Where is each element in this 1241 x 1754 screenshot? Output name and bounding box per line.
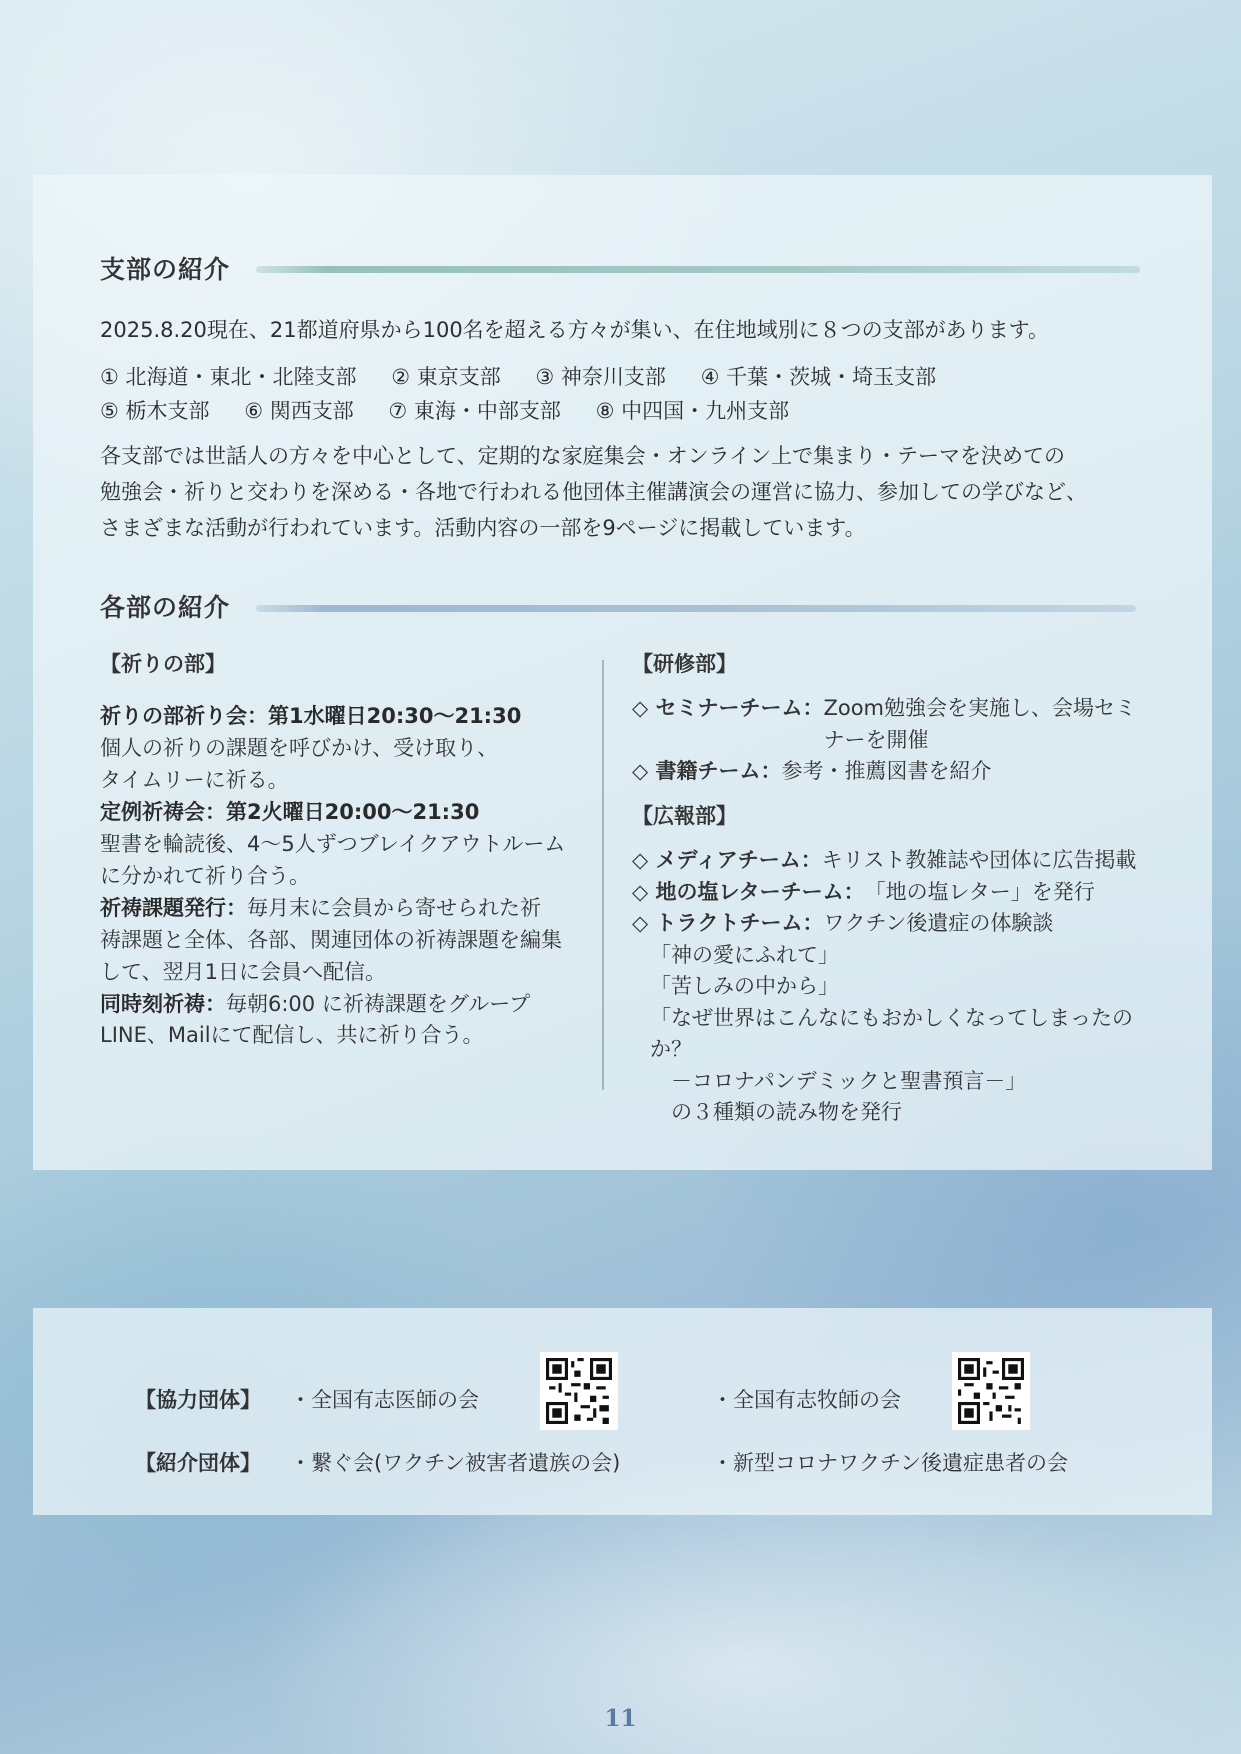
prayer-item-body: に分かれて祈り合う。 (100, 863, 310, 888)
tract-note: の３種類の読み物を発行 (650, 1100, 902, 1125)
branch-list-row-1 (100, 361, 964, 391)
branch-item: ② 東京支部 (391, 365, 501, 389)
prayer-item-inline: 毎月末に会員から寄せられた祈 (247, 895, 541, 920)
team-desc: Zoom勉強会を実施し、会場セミナーを開催 (823, 696, 1137, 752)
branches-activities-line-1: 各支部では世話人の方々を中心として、定期的な家庭集会・オンライン上で集まり・テーマを決めての (100, 444, 1065, 468)
qr-code-icon[interactable] (952, 1352, 1030, 1430)
team-desc: 参考・推薦図書を紹介 (781, 759, 992, 784)
departments-title-rule (256, 605, 1136, 612)
pr-team (632, 877, 1152, 909)
pr-team (632, 845, 1152, 877)
prayer-item-first-line (100, 893, 590, 925)
training-team (632, 756, 1152, 788)
training-team (632, 693, 1152, 756)
prayer-item-body: LINE、Mailにて配信し、共に祈り合う。 (100, 1023, 484, 1048)
tract-title: 「神の愛にふれて」 (650, 942, 839, 967)
right-departments (632, 650, 1152, 1129)
branch-item: ⑧ 中四国・九州支部 (595, 399, 790, 423)
prayer-item-first-line (100, 989, 590, 1021)
branch-item: ⑤ 栃木支部 (100, 399, 210, 423)
team-name: ◇ 地の塩レターチーム： (632, 879, 865, 904)
branches-activities-line-2: 勉強会・祈りと交わりを深める・各地で行われる他団体主催講演会の運営に協力、参加しての学びなど、 (100, 480, 1087, 504)
branches-section-title: 支部の紹介 (100, 255, 231, 284)
branches-title-rule (256, 266, 1140, 273)
branch-item: ① 北海道・東北・北陸支部 (100, 365, 357, 389)
pr-team (632, 908, 1152, 940)
cooperating-org: ・全国有志医師の会 (290, 1388, 479, 1412)
column-divider (602, 660, 604, 1090)
qr-code-icon[interactable] (540, 1352, 618, 1430)
prayer-item-body: 祷課題と全体、各部、関連団体の祈祷課題を編集 (100, 927, 562, 952)
cooperating-label-text: 【協力団体】 (135, 1388, 261, 1412)
team-desc: ワクチン後遺症の体験談 (823, 911, 1054, 936)
tract-title: 「苦しみの中から」 (650, 974, 839, 999)
prayer-item (100, 989, 590, 1053)
introduced-label-text: 【紹介団体】 (135, 1451, 261, 1475)
team-name: ◇ セミナーチーム： (632, 696, 824, 721)
cooperating-org: ・全国有志牧師の会 (712, 1388, 901, 1412)
training-department-heading: 【研修部】 (632, 652, 737, 676)
prayer-item-body: タイムリーに祈る。 (100, 768, 289, 793)
introduced-org: ・繋ぐ会(ワクチン被害者遺族の会) (290, 1451, 621, 1475)
tract-title: 「なぜ世界はこんなにもおかしくなってしまったのか？ (650, 1005, 1133, 1062)
team-desc: 「地の塩レター」を発行 (864, 879, 1095, 904)
prayer-item-title: 定例祈祷会：第2火曜日20:00〜21:30 (100, 800, 480, 825)
prayer-item (100, 797, 590, 893)
prayer-item-body: 個人の祈りの課題を呼びかけ、受け取り、 (100, 736, 499, 761)
cooperating-label (135, 1384, 261, 1414)
prayer-item (100, 701, 590, 797)
introduced-label (135, 1447, 261, 1477)
qr-code-graphic (958, 1358, 1024, 1424)
qr-code-graphic (546, 1358, 612, 1424)
prayer-item (100, 893, 590, 989)
team-name: ◇ 書籍チーム： (632, 759, 782, 784)
team-desc: キリスト教雑誌や団体に広告掲載 (821, 848, 1137, 873)
branch-list-row-2 (100, 395, 817, 425)
prayer-department (100, 650, 590, 1052)
prayer-item-body: 聖書を輪読後、4〜5人ずつブレイクアウトルーム (100, 832, 566, 857)
team-name: ◇ メディアチーム： (632, 848, 822, 873)
prayer-item-title: 祈りの部祈り会：第1水曜日20:30〜21:30 (100, 704, 522, 729)
branch-item: ③ 神奈川支部 (535, 365, 666, 389)
branch-item: ⑥ 関西支部 (244, 399, 354, 423)
departments-section-title: 各部の紹介 (100, 593, 231, 622)
prayer-item-title: 同時刻祈祷： (100, 991, 226, 1016)
introduced-org: ・新型コロナワクチン後遺症患者の会 (712, 1451, 1068, 1475)
branch-item: ④ 千葉・茨城・埼玉支部 (700, 365, 937, 389)
branches-intro: 2025.8.20現在、21都道府県から100名を超える方々が集い、在住地域別に８つの支部があります。 (100, 318, 1049, 342)
prayer-item-body: して、翌月1日に会員へ配信。 (100, 959, 386, 984)
prayer-item-title: 祈祷課題発行： (100, 895, 247, 920)
branch-item: ⑦ 東海・中部支部 (388, 399, 561, 423)
prayer-department-heading: 【祈りの部】 (100, 652, 226, 676)
prayer-item-inline: 毎朝6:00 に祈祷課題をグループ (226, 991, 531, 1016)
tract-title: －コロナパンデミックと聖書預言－」 (650, 1068, 1027, 1093)
page-number: 11 (604, 1705, 637, 1732)
branches-activities-line-3: さまざまな活動が行われています。活動内容の一部を9ページに掲載しています。 (100, 516, 866, 540)
pr-department-heading: 【広報部】 (632, 803, 737, 828)
team-name: ◇ トラクトチーム： (632, 911, 824, 936)
